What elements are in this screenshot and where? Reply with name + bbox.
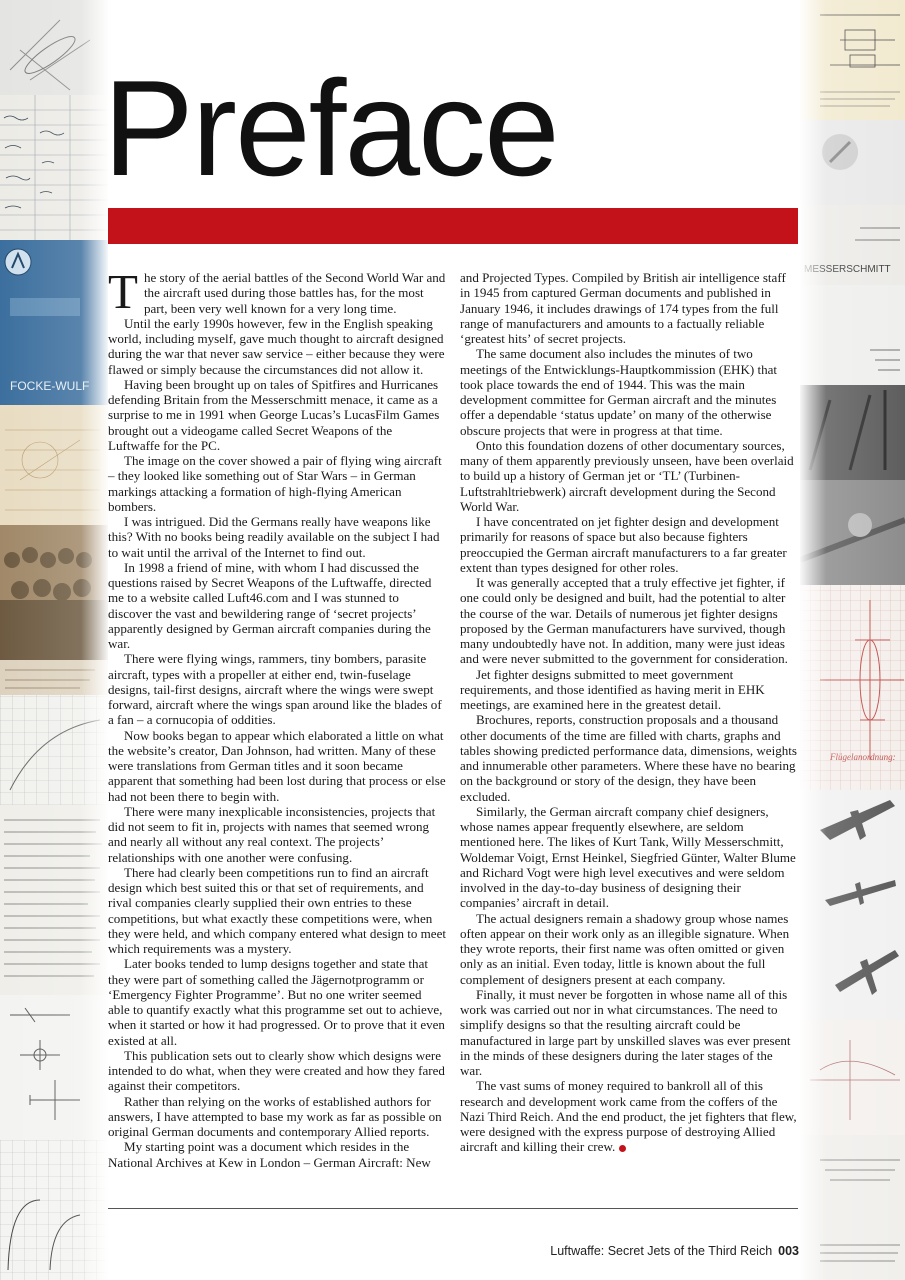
paragraph: It was generally accepted that a truly effective jet fighter, if one could only be designed and built, had the potential to alter the course of the war. Details of numerous jet fighter designs proposed by the German manufacturers have survived, though many undoubtedly have not. In addition, many were just ideas and were never submitted to the government for consideration. bbox=[460, 575, 788, 667]
right-collage bbox=[800, 0, 905, 1280]
page-number: 003 bbox=[778, 1244, 799, 1258]
paragraph: Brochures, reports, construction proposals and a thousand other documents of the time are filled with charts, graphs and tables showing predicted performance data, dimensions, weights and innumerable other parameters. Where these have no bearing on the background or story of the design, they have been excluded. bbox=[460, 712, 797, 804]
page-title: Preface bbox=[103, 52, 558, 204]
page-footer bbox=[550, 1244, 799, 1258]
paragraph: There had clearly been competitions run to find an aircraft design which best suited this or that set of requirements, and rival companies clearly supplied their own entries to these competitions, but what exactly these competitions were, when they were held, and which company entered what design to meet which requirements was a mystery. bbox=[108, 864, 447, 956]
paragraph: The actual designers remain a shadowy group whose names often appear on their work only as an illegible signature. When they wrote reports, their first name was often omitted or given only as an initial. Even today, little is known about the full complement of designers present at each company. bbox=[460, 910, 790, 987]
paragraph: This publication sets out to clearly show which designs were intended to do what, when they were created and how they fared against their competitors. bbox=[108, 1047, 445, 1094]
paragraph: There were many inexplicable inconsistencies, projects that did not seem to fit in, projects with names that seemed wrong and nearly all without any real context. The projects’ relationships with one another were confusing. bbox=[108, 803, 436, 865]
left-collage-graphic bbox=[0, 0, 108, 1280]
paragraph: Having been brought up on tales of Spitfires and Hurricanes defending Britain from the Messerschmitt menace, it came as a surprise to me in 1991 when George Lucas’s LucasFilm Games brought out a videogame called Secret Weapons of the Luftwaffe for the PC. bbox=[108, 376, 440, 453]
paragraph: The same document also includes the minutes of two meetings of the Entwicklungs-Hauptkommission (EHK) that took place towards the end of 1944. This was the main development committee for German aircraft and the minutes offer a dependable ‘status update’ on many of the otherwise obscure projects that were in progress at that time. bbox=[460, 346, 778, 438]
text-column-2 bbox=[460, 270, 798, 1155]
continued-paragraph: and Projected Types. Compiled by British air intelligence staff in 1945 from captured German documents and published in January 1946, it includes drawings of 174 types from the full range of manufacturers and amounts to a factually reliable ‘greatest hits’ of secret projects. bbox=[460, 270, 786, 346]
right-collage-graphic bbox=[800, 0, 905, 1280]
drop-cap: T bbox=[108, 264, 138, 319]
text-column-1 bbox=[108, 264, 447, 1170]
paragraph: I was intrigued. Did the Germans really have weapons like this? With no books being readily available on the subject I had to wait until the arrival of the Internet to find out. bbox=[108, 514, 440, 560]
paragraph: Later books tended to lump designs together and state that they were part of something called the Jägernotprogramm or ‘Emergency Fighter Programme’. But no one writer seemed able to quantify exactly what this programme set out to achieve, when it started or how it had progressed. Or to prove that it even existed at all. bbox=[108, 956, 445, 1048]
paragraph: Onto this foundation dozens of other documentary sources, many of them apparently previously unseen, have been overlaid to build up a history of German jet or ‘TL’ (Turbinen-Luftstrahltriebwerk) aircraft development during the Second World War. bbox=[460, 437, 794, 514]
paragraph: Jet fighter designs submitted to meet government requirements, and those identified as having merit in EHK meetings, are examined here in the greatest detail. bbox=[460, 666, 765, 712]
end-mark-icon bbox=[619, 1145, 626, 1152]
running-title: Luftwaffe: Secret Jets of the Third Reich bbox=[550, 1244, 773, 1258]
opening-text: he story of the aerial battles of the Second World War and the aircraft used during those battles has, for the most part, been very well known for a very long time. bbox=[143, 270, 446, 316]
title-accent-bar bbox=[108, 208, 798, 244]
footer-rule bbox=[108, 1208, 798, 1209]
paragraph: The image on the cover showed a pair of flying wing aircraft – they looked like something out of Star Wars – in German markings attacking a formation of high-flying American bombers. bbox=[108, 453, 442, 514]
opening-paragraph bbox=[108, 264, 446, 319]
closing-paragraph bbox=[460, 1078, 798, 1154]
paragraph: In 1998 a friend of mine, with whom I had discussed the questions raised by Secret Weapons of the Luftwaffe, directed me to a website called Luft46.com and I was stunned to discover the vast and bewildering range of ‘secret projects’ apparently designed by German aircraft companies during the war. bbox=[108, 559, 432, 651]
paragraph: Similarly, the German aircraft company chief designers, whose names appear frequently elsewhere, are seldom mentioned here. The likes of Kurt Tank, Willy Messerschmitt, Woldemar Voigt, Ernst Heinkel, Siegfried Günter, Walter Blume and Richard Vogt were high level executives and were seldom involved in the day-to-day business of designing their companies’ aircraft in detail. bbox=[460, 803, 796, 911]
closing-text: The vast sums of money required to bankroll all of this research and development work came from the coffers of the Nazi Third Reich. And the end product, the jet fighters that flew, were designed with the express purpose of destroying Allied aircraft and killing their crew. bbox=[460, 1078, 797, 1155]
paragraph: I have concentrated on jet fighter design and development primarily for reasons of space but also because fighters preoccupied the German aircraft manufacturers to a far greater extent than types designed for other roles. bbox=[460, 514, 787, 575]
paragraph: My starting point was a document which resides in the National Archives at Kew in London – German Aircraft: New bbox=[108, 1139, 431, 1170]
paragraph: Now books began to appear which elaborated a little on what the website’s creator, Dan Johnson, had written. Many of these were translations from German titles and it soon became apparent that something had been lost during that process or else had not been there to begin with. bbox=[108, 727, 446, 804]
paragraph: There were flying wings, rammers, tiny bombers, parasite aircraft, types with a propeller at either end, twin-fuselage designs, tail-first designs, aircraft where the wings were swept forward, aircraft where the wings span around like the blades of a fan – a cornucopia of oddities. bbox=[108, 651, 442, 728]
paragraph: Until the early 1990s however, few in the English speaking world, including myself, gave much thought to aircraft designed during the war that never saw service – either because they were flawed or simply because the circumstances did not allow it. bbox=[108, 315, 445, 377]
left-collage bbox=[0, 0, 108, 1280]
paragraph: Finally, it must never be forgotten in whose name all of this work was carried out nor in what circumstances. The need to simplify designs so that the resulting aircraft could be manufactured in large part by unskilled slaves was ever present in the minds of these designers during the later stages of the war. bbox=[460, 986, 791, 1078]
paragraph: Rather than relying on the works of established authors for answers, I have attempted to base my work as far as possible on original German documents and contemporary Allied reports. bbox=[108, 1093, 442, 1139]
